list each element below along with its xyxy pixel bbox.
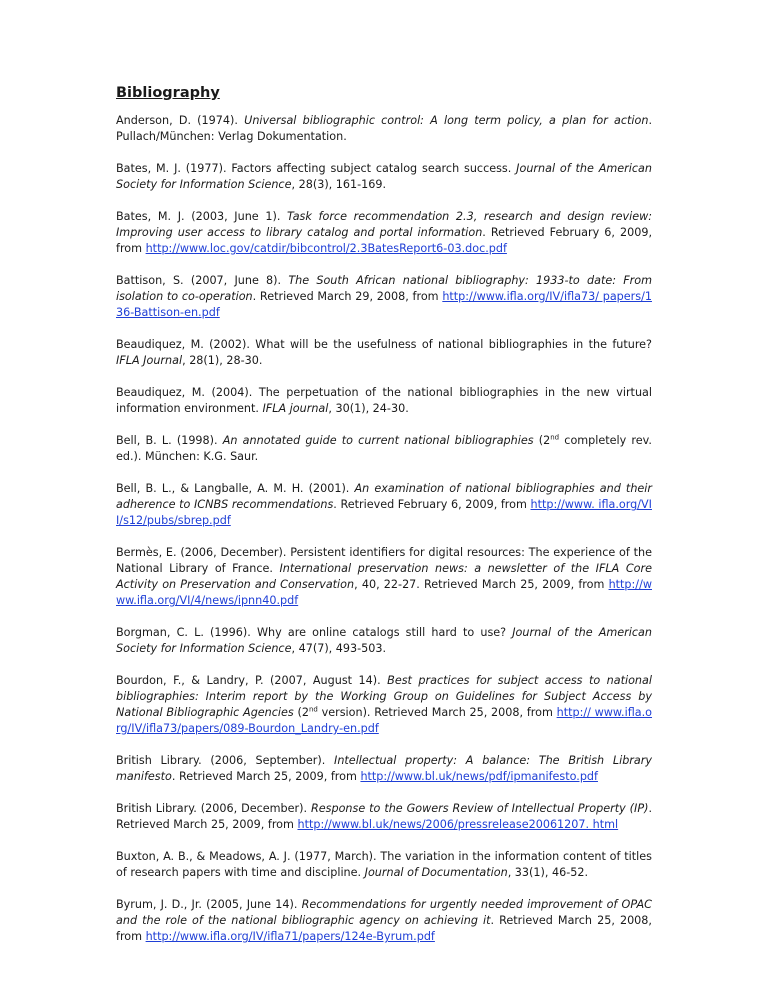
reference-text: Byrum, J. D., Jr. (2005, June 14). (116, 898, 302, 911)
reference-text: . Pullach/München: Verlag Dokumentation. (116, 114, 652, 143)
reference-text: completely rev. ed.). München: K.G. Saur. (116, 434, 652, 463)
reference-text: version). Retrieved March 25, 2008, from (317, 706, 557, 719)
reference-entry (116, 209, 652, 257)
document-page (116, 84, 652, 961)
ordinal-superscript: nd (550, 433, 560, 442)
reference-url-link[interactable]: http://www. ifla.org/VII/s12/pubs/sbrep.pdf (116, 498, 652, 527)
reference-title: International preservation news: a newsletter of the IFLA Core Activity on Preservation and Conservation (116, 562, 652, 591)
reference-entry (116, 801, 652, 833)
reference-title: An examination of national bibliographies and their adherence to ICNBS recommendations (116, 482, 652, 511)
reference-title: IFLA Journal (116, 354, 183, 367)
reference-text: Borgman, C. L. (1996). Why are online catalogs still hard to use? (116, 626, 513, 639)
reference-url-link[interactable]: http://www.bl.uk/news/pdf/ipmanifesto.pdf (360, 770, 598, 783)
reference-title: Journal of the American Society for Information Science (116, 162, 652, 191)
reference-text: . Retrieved February 6, 2009, from (116, 226, 653, 255)
reference-url-link[interactable]: http:// www.ifla.org/IV/ifla73/papers/089-Bourdon_Landry-en.pdf (116, 706, 653, 735)
reference-text: Beaudiquez, M. (2004). The perpetuation of the national bibliographies in the new virtual information environment. (116, 386, 652, 415)
reference-text: , 28(1), 28-30. (182, 354, 263, 367)
reference-text: Bell, B. L. (1998). (116, 434, 223, 447)
reference-text: Anderson, D. (1974). (116, 114, 245, 127)
reference-text: , 40, 22-27. Retrieved March 25, 2009, from (354, 578, 609, 591)
reference-entry (116, 161, 652, 193)
reference-list (116, 113, 652, 945)
reference-url-link[interactable]: http://www.bl.uk/news/2006/pressrelease20061207. html (297, 818, 619, 831)
reference-text: Bourdon, F., & Landry, P. (2007, August 14). (116, 674, 388, 687)
reference-text: (2 (533, 434, 551, 447)
reference-url-link[interactable]: http://www.ifla.org/VI/4/news/ipnn40.pdf (116, 578, 652, 607)
bibliography-heading: Bibliography (116, 85, 220, 101)
reference-entry (116, 625, 652, 657)
reference-entry (116, 897, 652, 945)
reference-title: Intellectual property: A balance: The British Library manifesto (116, 754, 652, 783)
reference-entry (116, 337, 652, 369)
reference-entry (116, 433, 652, 465)
reference-entry (116, 753, 652, 785)
reference-title: The South African national bibliography: 1933-to date: From isolation to co-operation (116, 274, 652, 303)
reference-text: . Retrieved March 25, 2008, from (116, 914, 652, 943)
reference-text: Bates, M. J. (1977). Factors affecting subject catalog search success. (116, 162, 517, 175)
reference-entry (116, 273, 652, 321)
reference-entry (116, 385, 652, 417)
reference-text: Bermès, E. (2006, December). Persistent identifiers for digital resources: The experience of the National Library of France. (116, 546, 652, 575)
reference-title: An annotated guide to current national bibliographies (222, 434, 534, 447)
reference-text: (2 (293, 706, 309, 719)
reference-title: Journal of Documentation (364, 866, 508, 879)
reference-title: Task force recommendation 2.3, research and design review: Improving user access to library catalog and portal information (116, 210, 652, 239)
reference-text: British Library. (2006, December). (116, 802, 311, 815)
reference-entry (116, 673, 652, 737)
reference-url-link[interactable]: http://www.ifla.org/IV/ifla71/papers/124e-Byrum.pdf (145, 930, 435, 943)
ordinal-superscript: nd (308, 705, 318, 714)
reference-title: Best practices for subject access to national bibliographies: Interim report by the Working Group on Guidelines for Subject Access by National Bibliographic Agencies (116, 674, 652, 719)
reference-title: Journal of the American Society for Information Science (116, 626, 652, 655)
reference-entry (116, 545, 652, 609)
reference-title: Response to the Gowers Review of Intellectual Property (IP) (310, 802, 649, 815)
reference-entry (116, 481, 652, 529)
reference-text: . Retrieved March 25, 2009, from (171, 770, 361, 783)
reference-text: , 47(7), 493-503. (291, 642, 387, 655)
reference-entry (116, 849, 652, 881)
reference-text: British Library. (2006, September). (116, 754, 335, 767)
reference-title: Recommendations for urgently needed improvement of OPAC and the role of the national bibliographic agency on achieving it (116, 898, 652, 927)
reference-url-link[interactable]: http://www.loc.gov/catdir/bibcontrol/2.3BatesReport6-03.doc.pdf (145, 242, 507, 255)
reference-text: Buxton, A. B., & Meadows, A. J. (1977, March). The variation in the information content of titles of research papers with time and discipline. (116, 850, 652, 879)
reference-entry (116, 113, 652, 145)
reference-text: , 30(1), 24-30. (328, 402, 409, 415)
reference-text: , 33(1), 46-52. (507, 866, 589, 879)
reference-text: Bates, M. J. (2003, June 1). (116, 210, 288, 223)
reference-text: . Retrieved March 29, 2008, from (252, 290, 443, 303)
reference-title: Universal bibliographic control: A long term policy, a plan for action (244, 114, 649, 127)
reference-text: Battison, S. (2007, June 8). (116, 274, 289, 287)
reference-title: IFLA journal (262, 402, 329, 415)
reference-text: Bell, B. L., & Langballe, A. M. H. (2001). (116, 482, 355, 495)
reference-text: . Retrieved February 6, 2009, from (333, 498, 531, 511)
reference-text: , 28(3), 161-169. (291, 178, 387, 191)
reference-text: Beaudiquez, M. (2002). What will be the usefulness of national bibliographies in the future? (116, 338, 652, 351)
reference-text: . Retrieved March 25, 2009, from (116, 802, 652, 831)
reference-url-link[interactable]: http://www.ifla.org/IV/ifla73/ papers/136-Battison-en.pdf (116, 290, 652, 319)
